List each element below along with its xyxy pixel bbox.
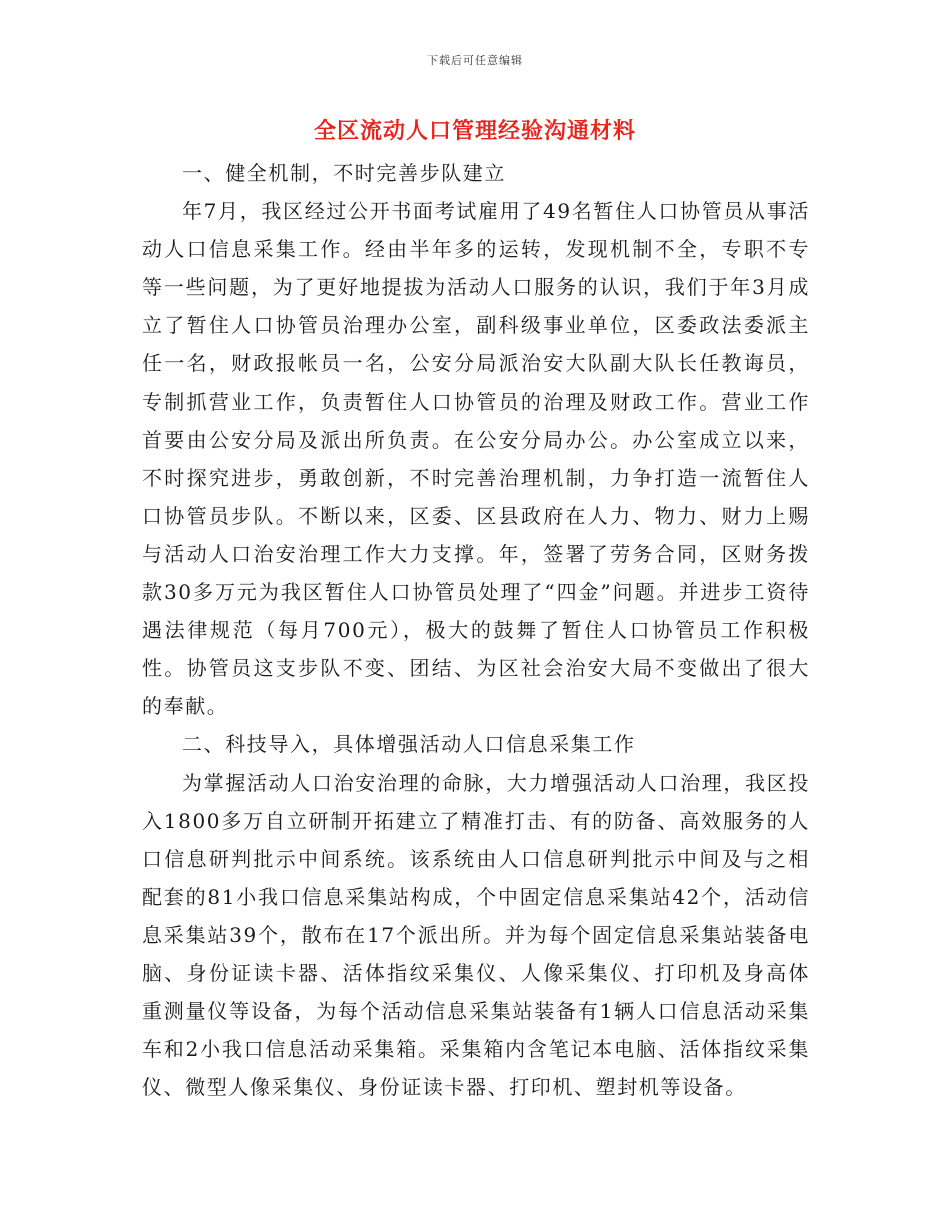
document-title: 全区流动人口管理经验沟通材料 — [313, 119, 636, 144]
section-heading-1: 一、健全机制，不时完善步队建立 — [182, 161, 506, 185]
document-body — [142, 154, 810, 1106]
body-paragraph-2: 为掌握活动人口治安治理的命脉，大力增强活动人口治理，我区投入1800多万自立研制开拓建立了精准打击、有的防备、高效服务的人口信息研判批示中间系统。该系统由人口信息研判批示中间及与之相配套的81小我口信息采集站构成，个中固定信息采集站42个，活动信息采集站39个，散布在17个派出所。并为每个固定信息采集站装备电脑、身份证读卡器、活体指纹采集仪、人像采集仪、打印机及身高体重测量仪等设备，为每个活动信息采集站装备有1辆人口信息活动采集车和2小我口信息活动采集箱。采集箱内含笔记本电脑、活体指纹采集仪、微型人像采集仪、身份证读卡器、打印机、塑封机等设备。 — [142, 770, 810, 1100]
section-heading-2: 二、科技导入，具体增强活动人口信息采集工作 — [182, 732, 636, 757]
body-paragraph-1: 年7月，我区经过公开书面考试雇用了49名暂住人口协管员从事活动人口信息采集工作。经由半年多的运转，发现机制不全，专职不专等一些问题，为了更好地提拔为活动人口服务的认识，我们于年3月成立了暂住人口协管员治理办公室，副科级事业单位，区委政法委派主任一名，财政报帐员一名，公安分局派治安大队副大队长任教诲员，专制抓营业工作，负责暂住人口协管员的治理及财政工作。营业工作首要由公安分局及派出所负责。在公安分局办公。办公室成立以来，不时探究进步，勇敢创新，不时完善治理机制，力争打造一流暂住人口协管员步队。不断以来，区委、区县政府在人力、物力、财力上赐与活动人口治安治理工作大力支撑。年，签署了劳务合同，区财务拨款30多万元为我区暂住人口协管员处理了“四金”问题。并进步工资待遇法律规范（每月700元），极大的鼓舞了暂住人口协管员工作积极性。协管员这支步队不变、团结、为区社会治安大局不变做出了很大的奉献。 — [142, 199, 810, 719]
page-header-note: 下载后可任意编辑 — [427, 54, 523, 67]
